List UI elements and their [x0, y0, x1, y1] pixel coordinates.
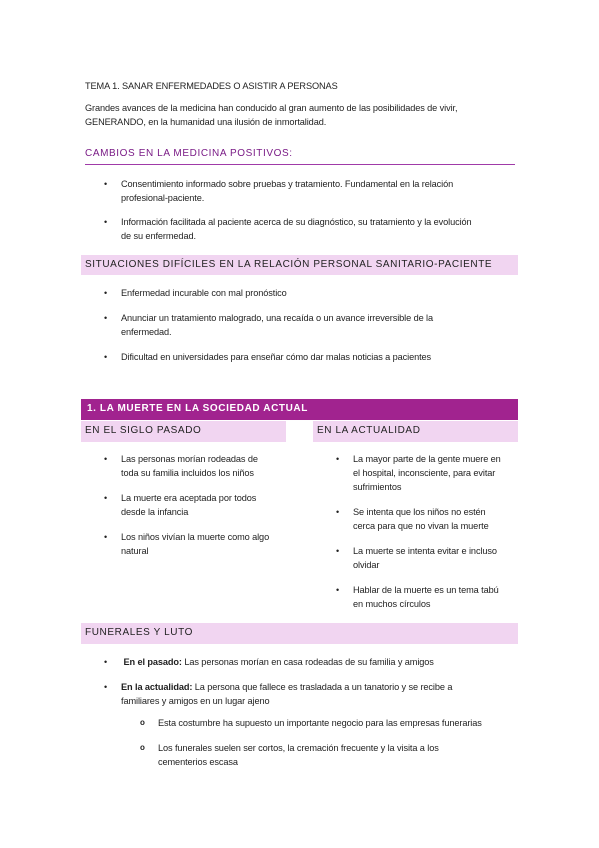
list-item-line [121, 680, 521, 694]
list-item [104, 350, 521, 364]
bullet-icon: • [336, 454, 340, 464]
list-item-line: Las personas morían rodeadas de [121, 454, 258, 464]
list-item-line: Esta costumbre ha supuesto un importante negocio para las empresas funerarias [158, 718, 482, 728]
list-item-line: enfermedad. [121, 327, 172, 337]
intro-paragraph [85, 102, 525, 129]
list-item-line: La muerte era aceptada por todos [121, 493, 257, 503]
cambios-list [104, 177, 521, 243]
actualidad-text: La persona que fallece es trasladada a un tanatorio y se recibe a [192, 682, 453, 692]
siglo-pasado-heading: EN EL SIGLO PASADO [85, 425, 202, 436]
list-item-line: cerca para que no vivan la muerte [353, 521, 489, 531]
list-item-line: La mayor parte de la gente muere en [353, 454, 501, 464]
actualidad-label: En la actualidad: [121, 682, 193, 692]
list-item-line: cementerios escasa [158, 757, 238, 767]
bullet-icon: • [104, 288, 108, 298]
situaciones-band [81, 255, 518, 275]
list-item [336, 544, 523, 572]
siglo-pasado-list [104, 452, 291, 558]
cambios-heading: CAMBIOS EN LA MEDICINA POSITIVOS: [85, 148, 293, 159]
situaciones-list [104, 286, 521, 364]
circle-bullet-icon: o [140, 718, 145, 727]
list-item-line: Enfermedad incurable con mal pronóstico [121, 288, 287, 298]
list-item-line: de su enfermedad. [121, 231, 196, 241]
list-item-line: Anunciar un tratamiento malogrado, una recaída o un avance irreversible de la [121, 313, 434, 323]
list-item-line: el hospital, inconsciente, para evitar [353, 468, 496, 478]
bullet-icon: • [336, 546, 340, 556]
list-item [104, 215, 521, 243]
actualidad-list [336, 452, 523, 611]
list-item-line: familiares y amigos en un lugar ajeno [121, 696, 270, 706]
list-item-line: Hablar de la muerte es un tema tabú [353, 585, 499, 595]
list-item-line: Consentimiento informado sobre pruebas y tratamiento. Fundamental en la relación [121, 179, 454, 189]
cambios-underline [85, 164, 515, 165]
muerte-heading: 1. LA MUERTE EN LA SOCIEDAD ACTUAL [87, 403, 308, 414]
funerales-band [81, 623, 518, 644]
bullet-icon: • [104, 352, 108, 362]
list-item-line: Se intenta que los niños no estén [353, 507, 486, 517]
actualidad-heading: EN LA ACTUALIDAD [317, 425, 421, 436]
list-item-line: Los funerales suelen ser cortos, la cremación frecuente y la visita a los [158, 743, 439, 753]
list-item-line: desde la infancia [121, 507, 189, 517]
intro-line-1: Grandes avances de la medicina han conducido al gran aumento de las posibilidades de vivir, [85, 103, 458, 113]
pasado-label: En el pasado: [123, 657, 182, 667]
actualidad-band [313, 421, 518, 442]
list-item [104, 452, 291, 480]
list-item-line: Información facilitada al paciente acerca de su diagnóstico, su tratamiento y la evolución [121, 217, 472, 227]
list-item [104, 530, 291, 558]
bullet-icon: • [104, 532, 108, 542]
list-item [104, 177, 521, 205]
bullet-icon: • [104, 313, 108, 323]
list-item-line: Los niños vivían la muerte como algo [121, 532, 270, 542]
bullet-icon: • [104, 493, 108, 503]
list-item-line: profesional-paciente. [121, 193, 205, 203]
list-item [104, 311, 521, 339]
funerales-heading: FUNERALES Y LUTO [85, 627, 193, 638]
list-item [336, 505, 523, 533]
list-item [104, 680, 521, 708]
list-item-line: natural [121, 546, 149, 556]
situaciones-heading: SITUACIONES DIFÍCILES EN LA RELACIÓN PERSONAL SANITARIO-PACIENTE [85, 259, 493, 270]
bullet-icon: • [104, 179, 108, 189]
bullet-icon: • [336, 507, 340, 517]
list-item [140, 716, 528, 730]
document-title: TEMA 1. SANAR ENFERMEDADES O ASISTIR A PERSONAS [85, 81, 338, 91]
funerales-list [104, 655, 521, 708]
siglo-pasado-band [81, 421, 286, 442]
bullet-icon: • [104, 657, 108, 667]
pasado-text: Las personas morían en casa rodeadas de su familia y amigos [181, 657, 434, 667]
muerte-band [81, 399, 518, 420]
circle-bullet-icon: o [140, 743, 145, 752]
bullet-icon: • [104, 454, 108, 464]
intro-line-2: GENERANDO, en la humanidad una ilusión de inmortalidad. [85, 116, 327, 127]
list-item-line: sufrimientos [353, 482, 402, 492]
list-item [336, 452, 523, 494]
funerales-sublist [140, 716, 528, 769]
list-item [336, 583, 523, 611]
list-item-line [121, 655, 521, 669]
list-item-line: olvidar [353, 560, 380, 570]
list-item-line: La muerte se intenta evitar e incluso [353, 546, 497, 556]
list-item [104, 491, 291, 519]
bullet-icon: • [336, 585, 340, 595]
list-item-line: Dificultad en universidades para enseñar cómo dar malas noticias a pacientes [121, 352, 432, 362]
bullet-icon: • [104, 682, 108, 692]
bullet-icon: • [104, 217, 108, 227]
list-item-line: en muchos círculos [353, 599, 431, 609]
list-item-line: toda su familia incluidos los niños [121, 468, 254, 478]
list-item [104, 655, 521, 669]
list-item [140, 741, 528, 769]
list-item [104, 286, 521, 300]
